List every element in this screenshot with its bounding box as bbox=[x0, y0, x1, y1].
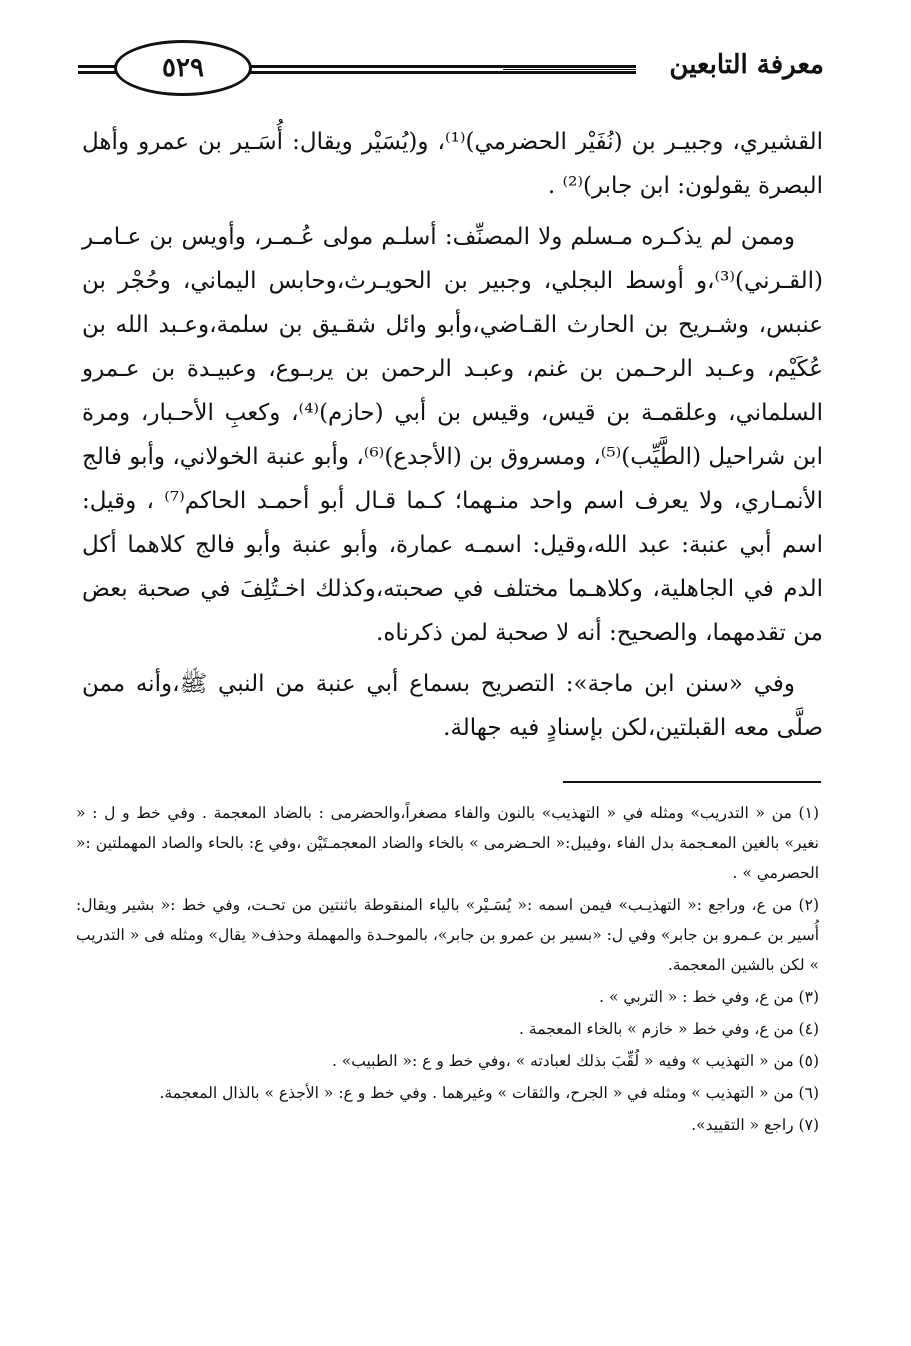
paragraph-2: وممن لم يذكـره مـسلم ولا المصنِّف: أسلـم مولى عُـمـر، وأويس بن عـامـر (القـرني)⁽³⁾،و أوسط البجلي، وجبير بن الحويـرث،وحابس اليماني، وحُجْر بن عنبس، وشـريح بن الحارث القـاضي،وأبو وائل شقـيق بن سلمة،وعـبد الله بن عُكَيْم، وعـبد الرحـمن بن غنم، وعبـد الرحمن بن يربـوع، وعبيـدة بن عـمرو السلماني، وعلقمـة بن قيس، وقيس بن أبي (حازم)⁽⁴⁾، وكعبِ الأحـبار، ومرة ابن شراحيل (الطَّيِّب)⁽⁵⁾، ومسروق بن (الأجدع)⁽⁶⁾، وأبو عنبة الخولاني، وأبو فالج الأنمـاري، ولا يعرف اسم واحد منـهما؛ كـما قـال أبو أحمـد الحاكم⁽⁷⁾ ، وقيل: اسم أبي عنبة: عبد الله،وقيل: اسمـه عمارة، وأبو عنبة وأبو فالج كلاهما أكل الدم في الجاهلية، وكلاهـما مختلف في صحبته،وكذلك اخـتُلِفَ في صحبة بعض من تقدمهما، والصحيح: أنه لا صحبة لمن ذكرناه. bbox=[82, 224, 824, 646]
running-title: معرفة التابعين bbox=[669, 50, 824, 80]
footnotes bbox=[76, 798, 819, 1142]
paragraph-3: وفي «سنن ابن ماجة»: التصريح بسماع أبي عنبة من النبي ﷺ،وأنه ممن صلَّى معه القبلتين،لكن بإسنادٍ فيه جهالة. bbox=[82, 671, 823, 741]
paragraph-1: القشيري، وجبيـر بن (نُفَيْر الحضرمي)⁽¹⁾، و(يُسَيْر ويقال: أُسَـير بن عمرو وأهل البصرة يقولون: ابن جابر)⁽²⁾ . bbox=[82, 129, 824, 199]
page-number: ٥٢٩ bbox=[162, 53, 204, 83]
header-rule-left bbox=[78, 65, 116, 74]
page-header bbox=[78, 38, 824, 102]
footnote-divider bbox=[563, 781, 821, 783]
header-rule-right bbox=[503, 65, 636, 74]
main-text bbox=[82, 120, 823, 757]
footnote-4: (٤) من ع، وفي خط « خازم » بالخاء المعجمة . bbox=[519, 1020, 819, 1038]
page-number-badge bbox=[114, 40, 252, 96]
footnote-1: (١) من « التدريب» ومثله في « التهذيب» بالنون والفاء مصغراً،والحضرمى : بالضاد المعجمة . وفي خط و ل : « نغير» بالغين المعـجمة بدل الفاء ،وفيبل:« الحـضرمى » بالخاء والضاد المعجمـتَيْن ،وفي ع: بالحاء والصاد المهملتين :« الحصرمي » . bbox=[76, 804, 819, 882]
footnote-5: (٥) من « التهذيب » وفيه « لُقِّبَ بذلك لعبادته » ،وفي خط و ع :« الطبيب» . bbox=[331, 1052, 819, 1070]
footnote-7: (٧) راجع « التقييد». bbox=[691, 1116, 819, 1134]
footnote-2: (٢) من ع، وراجع :« التهذيـب» فيمن اسمه :« يُسَـيْر» بالياء المنقوطة باثنتين من تحـت، وفي خط :« بشير ويقال: أُسير بن عـمرو بن جابر» وفي ل: «بسير بن عمرو بن جابر»، بالموحـدة والمهملة وحذف« يقال» ومثله فى « التدريب » لكن بالشين المعجمة. bbox=[76, 896, 819, 974]
footnote-6: (٦) من « التهذيب » ومثله في « الجرح، والثقات » وغيرهما . وفي خط و ع: « الأجذع » بالذال المعجمة. bbox=[159, 1084, 819, 1102]
header-rule-middle bbox=[250, 65, 504, 74]
footnote-3: (٣) من ع، وفي خط : « التربي » . bbox=[599, 988, 819, 1006]
